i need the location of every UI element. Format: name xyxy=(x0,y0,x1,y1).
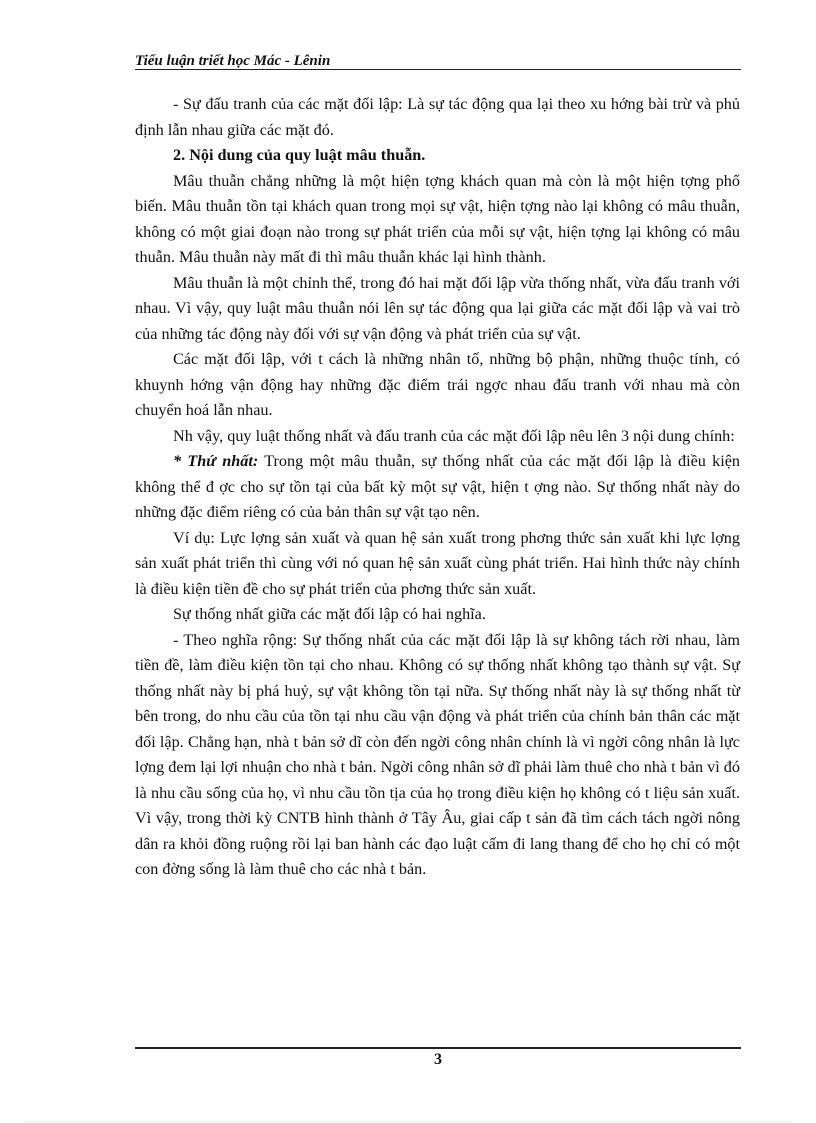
page-number: 3 xyxy=(434,1051,442,1068)
first-point-lead: * Thứ nhất: xyxy=(173,452,259,470)
paragraph-broad-meaning: - Theo nghĩa rộng: Sự thống nhất của các mặt đối lập là sự không tách rời nhau, làm tiền đề, làm điều kiện tồn tại cho nhau. Không có sự thống nhất không tạo thành sự vật. Sự thống nhất này bị phá huỷ, sự vật không tồn tại nữa. Sự thống nhất này là sự thống nhất từ bên trong, do nhu cầu của tồn tại nhu cầu vận động và phát triển của chính bản thân các mặt đối lập. Chẳng hạn, nhà t bản sở dĩ còn đến ngời công nhân chính là vì ngời công nhân là lực lợng đem lại lợi nhuận cho nhà t bản. Ngời công nhân sở dĩ phải làm thuê cho nhà t bản vì đó là nhu cầu sống của họ, vì nhu cầu tồn tịa của họ trong điều kiện họ không có t liệu sản xuất. Vì vậy, trong thời kỳ CNTB hình thành ở Tây Âu, giai cấp t sản đã tìm cách tách ngời nông dân ra khỏi đồng ruộng rồi lại ban hành các đạo luật cấm đi lang thang để cho họ chỉ có một con đờng sống là làm thuê cho các nhà t bản. xyxy=(135,630,740,878)
section-heading: 2. Nội dung của quy luật mâu thuẫn. xyxy=(173,146,426,164)
running-header: Tiểu luận triết học Mác - Lênin xyxy=(135,53,331,69)
header-divider xyxy=(135,69,741,70)
paragraph-first-point xyxy=(135,449,740,526)
page-bottom-border xyxy=(25,1121,791,1122)
paragraph-three-contents: Nh vậy, quy luật thống nhất và đấu tranh của các mặt đối lập nêu lên 3 nội dung chính: xyxy=(173,426,735,445)
first-point-text: Trong một mâu thuẫn, sự thống nhất của các mặt đối lập là điều kiện không thể đ ợc cho sự tồn tại của bất kỳ một sự vật, hiện t ợng nào. Sự thống nhất này do những đặc điểm riêng có của bản thân sự vật tạo nên. xyxy=(135,452,741,521)
paragraph-two-meanings: Sự thống nhất giữa các mặt đối lập có hai nghĩa. xyxy=(173,605,486,623)
paragraph-struggle-definition: - Sự đấu tranh của các mặt đối lập: Là sự tác động qua lại theo xu hớng bài trừ và phủ định lẫn nhau giữa các mặt đó. xyxy=(135,95,740,139)
document-body xyxy=(135,92,740,883)
paragraph-opposites: Các mặt đối lập, với t cách là những nhân tố, những bộ phận, những thuộc tính, có khuynh hớng vận động hay những đặc điểm trái ngợc nhau đấu tranh với nhau mà còn chuyển hoá lẫn nhau. xyxy=(135,350,740,419)
paragraph-example: Ví dụ: Lực lợng sản xuất và quan hệ sản xuất trong phơng thức sản xuất khi lực lợng sản xuất phát triển thì cùng với nó quan hệ sản xuất cùng phát triển. Hai hình thức này chính là điều kiện tiền đề cho sự phát triển của phơng thức sản xuất. xyxy=(135,528,740,598)
footer-divider xyxy=(135,1047,741,1049)
paragraph-universality: Mâu thuẫn chẳng những là một hiện tợng khách quan mà còn là một hiện tợng phổ biến. Mâu thuẫn tồn tại khách quan trong mọi sự vật, hiện tợng nào lại không có mâu thuẫn, không có một giai đoạn nào trong sự phát triển của mỗi sự vật, hiện tợng lại không có mâu thuẫn. Mâu thuẫn này mất đi thì mâu thuẫn khác lại hình thành. xyxy=(135,171,740,266)
paragraph-whole: Mâu thuẫn là một chỉnh thể, trong đó hai mặt đối lập vừa thống nhất, vừa đấu tranh với nhau. Vì vậy, quy luật mâu thuẫn nói lên sự tác động qua lại giữa các mặt đối lập và vai trò của những tác động này đối với sự vận động và phát triển của sự vật. xyxy=(135,273,740,343)
